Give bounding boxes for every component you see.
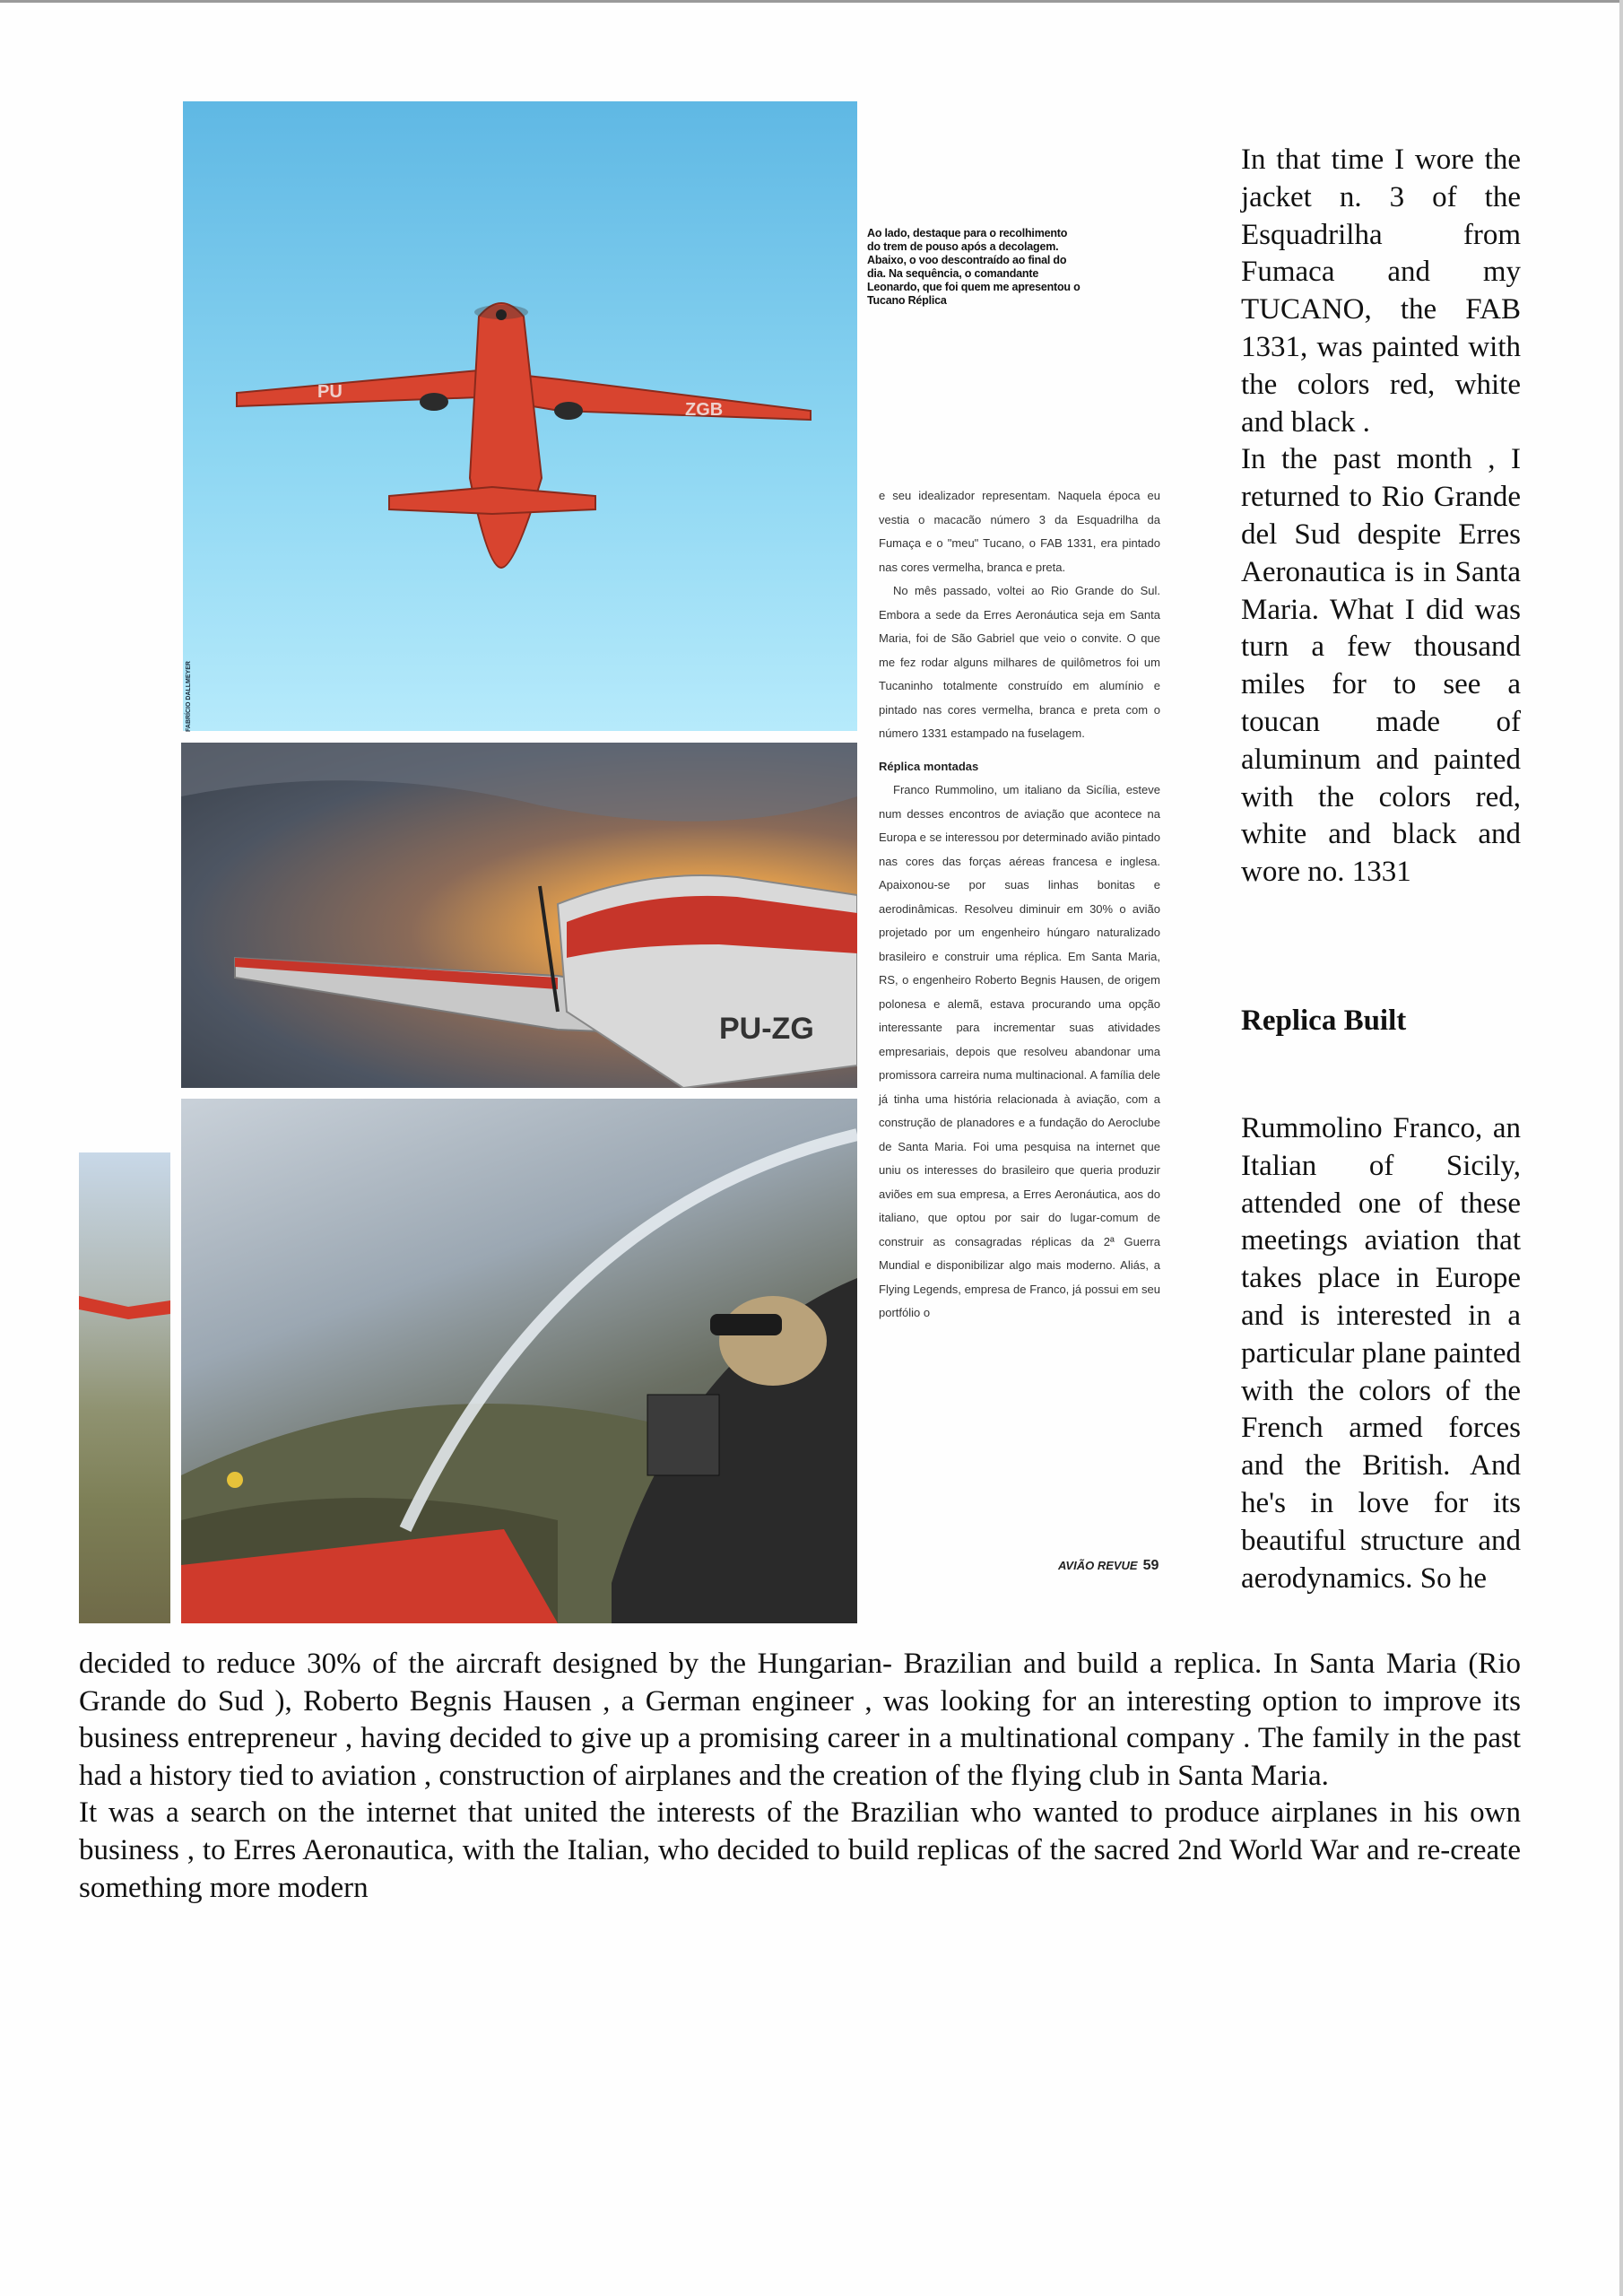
- svg-text:PU: PU: [317, 382, 343, 402]
- pt-paragraph-2: No mês passado, voltei ao Rio Grande do Sul. Embora a sede da Erres Aeronáutica seja em Santa Maria, foi de São Gabriel que veio o convite. O que me fez rodar alguns milhares de quilômetros foi um Tucaninho totalmente construído em alumínio e pintado nas cores vermelha, branca e preta com o número 1331 estampado na fuselagem.: [879, 584, 1160, 740]
- en-paragraph-2: In the past month , I returned to Rio Grande del Sud despite Erres Aeronautica is in Santa Maria. What I did was turn a few thousand miles for to see a toucan made of aluminum and painted with the colors red, white and black and wore no. 1331: [1241, 443, 1521, 889]
- page-number: 59: [1142, 1558, 1159, 1573]
- translation-column-en: [1241, 142, 1521, 891]
- photo-cockpit-pilot: [181, 1099, 857, 1623]
- photo-tucano-underside: [183, 101, 857, 731]
- photo-sunset-flight: [181, 743, 857, 1088]
- pt-paragraph-3: Franco Rummolino, um italiano da Sicília, esteve num desses encontros de aviação que acontece na Europa e se interessou por determinado avião pintado nas cores das forças aéreas francesa e inglesa. Apaixonou-se por suas linhas bonitas e aerodinâmicas. Resolveu diminuir em 30% o avião projetado por um engenheiro húngaro naturalizado brasileiro e construir uma réplica. Em Santa Maria, RS, o engenheiro Roberto Begnis Hausen, de origem polonesa e alemã, estava procurando uma opção interessante para incrementar suas atividades empresariais, depois que resolveu abandonar uma promissora carreira numa multinacional. A família dele já tinha uma história relacionada à aviação, com a construção de planadores e a fundação do Aeroclube de Santa Maria. Foi uma pesquisa na internet que uniu os interesses do brasileiro que queria produzir aviões em sua empresa, a Erres Aeronáutica, aos do italiano, que optou por sair do lugar-comum de construir as consagradas réplicas da 2ª Guerra Mundial e disponibilizar algo mais moderno. Aliás, a Flying Legends, empresa de Franco, já possui em seu portfólio o: [879, 783, 1160, 1319]
- tucano-underside-illustration: [183, 101, 857, 731]
- svg-text:PU-ZG: PU-ZG: [719, 1012, 814, 1046]
- scan-right-edge: [1619, 0, 1623, 2296]
- en-paragraph-4: decided to reduce 30% of the aircraft designed by the Hungarian- Brazilian and build a replica. In Santa Maria (Rio Grande do Sud ), Roberto Begnis Hausen , a German engineer , was looking for an interesting option to improve its business entrepreneur , having decided to give up a promising career in a multinational company . The family in the past had a history tied to aviation , construction of airplanes and the creation of the flying club in Santa Maria.: [79, 1648, 1521, 1792]
- sunset-flight-illustration: [181, 743, 857, 1088]
- en-paragraph-3: Rummolino Franco, an Italian of Sicily, attended one of these meetings aviation that takes place in Europe and is interested in a particular plane painted with the colors of the French armed forces and the British. And he's in love for its beautiful structure and aerodynamics. So he: [1241, 1112, 1521, 1595]
- photo-credit: FABRÍCIO DALLMEYER: [186, 661, 192, 732]
- pt-subheading: Réplica montadas: [879, 759, 979, 773]
- page-footer: [1058, 1558, 1159, 1574]
- en-paragraph-1: In that time I wore the jacket n. 3 of the Esquadrilha from Fumaca and my TUCANO, the FAB 1331, was painted with the colors red, white and black .: [1241, 144, 1521, 439]
- svg-text:ZGB: ZGB: [685, 400, 724, 420]
- en-paragraph-5: It was a search on the internet that united the interests of the Brazilian who wanted to produce airplanes in his own business , to Erres Aeronautica, with the Italian, who decided to build replicas of the sacred 2nd World War and re-create something more modern: [79, 1796, 1521, 1904]
- scan-top-edge: [0, 0, 1623, 3]
- ground-strip-illustration: [79, 1152, 170, 1623]
- photo-strip-ground: [79, 1152, 170, 1623]
- translation-fullwidth-en: [79, 1646, 1521, 1907]
- en-heading-replica-built: Replica Built: [1241, 1004, 1407, 1037]
- photo-caption-pt: Ao lado, destaque para o recolhimento do trem de pouso após a decolagem. Abaixo, o voo descontraído ao final do dia. Na sequência, o comandante Leonardo, que foi quem me apresentou o Tucano Réplica: [867, 227, 1081, 307]
- translation-column-en-2: [1241, 1081, 1521, 1627]
- article-column-pt: [879, 484, 1160, 1326]
- pt-paragraph-1: e seu idealizador representam. Naquela época eu vestia o macacão número 3 da Esquadrilha da Fumaça e o "meu" Tucano, o FAB 1331, era pintado nas cores vermelha, branca e preta.: [879, 489, 1160, 574]
- cockpit-illustration: [181, 1099, 857, 1623]
- magazine-name: AVIÃO REVUE: [1058, 1559, 1138, 1572]
